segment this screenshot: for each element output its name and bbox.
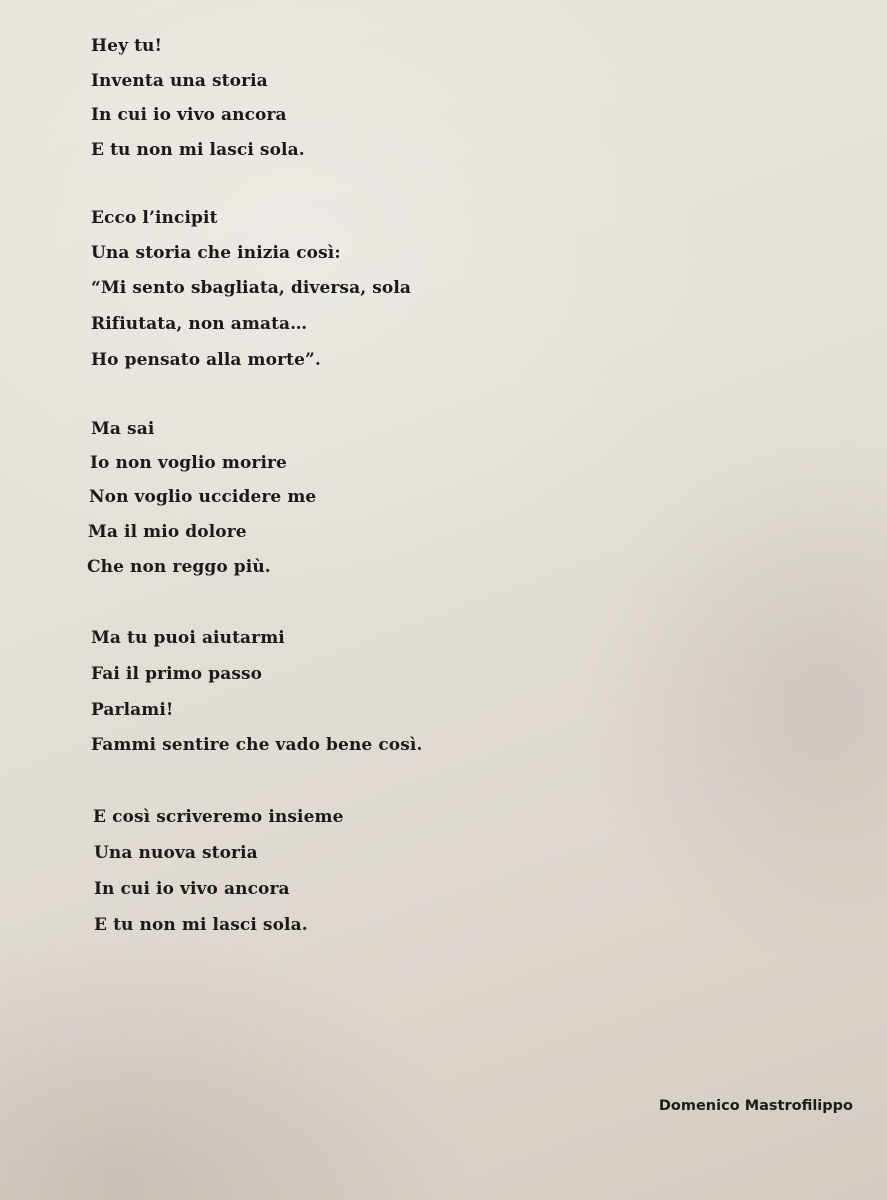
poem-line: Una storia che inizia così:: [91, 243, 341, 263]
poem-line: Ma il mio dolore: [88, 522, 247, 542]
poem-line: Una nuova storia: [94, 843, 258, 863]
poem-line: Non voglio uccidere me: [89, 487, 317, 507]
poem-line: E tu non mi lasci sola.: [94, 915, 308, 935]
poem-line: Fammi sentire che vado bene così.: [91, 735, 423, 755]
poem-line: In cui io vivo ancora: [94, 879, 290, 899]
poem-line: Che non reggo più.: [87, 557, 271, 577]
poem-line: Ma tu puoi aiutarmi: [91, 628, 285, 648]
poem-line: E così scriveremo insieme: [93, 807, 344, 827]
author-signature: Domenico Mastrofilippo: [658, 1098, 853, 1114]
poem-line: In cui io vivo ancora: [91, 105, 287, 125]
poem-line: Ecco l’incipit: [91, 208, 218, 228]
poem-line: E tu non mi lasci sola.: [91, 140, 305, 160]
poem-line: Rifiutata, non amata…: [91, 314, 308, 334]
poem-line: Ma sai: [91, 419, 155, 439]
poem-line: Hey tu!: [91, 36, 163, 56]
poem-line: “Mi sento sbagliata, diversa, sola: [91, 278, 412, 298]
poem-line: Parlami!: [91, 700, 174, 720]
poem-line: Fai il primo passo: [91, 664, 263, 684]
poem-line: Inventa una storia: [91, 71, 268, 91]
poem-line: Io non voglio morire: [90, 453, 287, 473]
poem-line: Ho pensato alla morte”.: [91, 350, 321, 370]
